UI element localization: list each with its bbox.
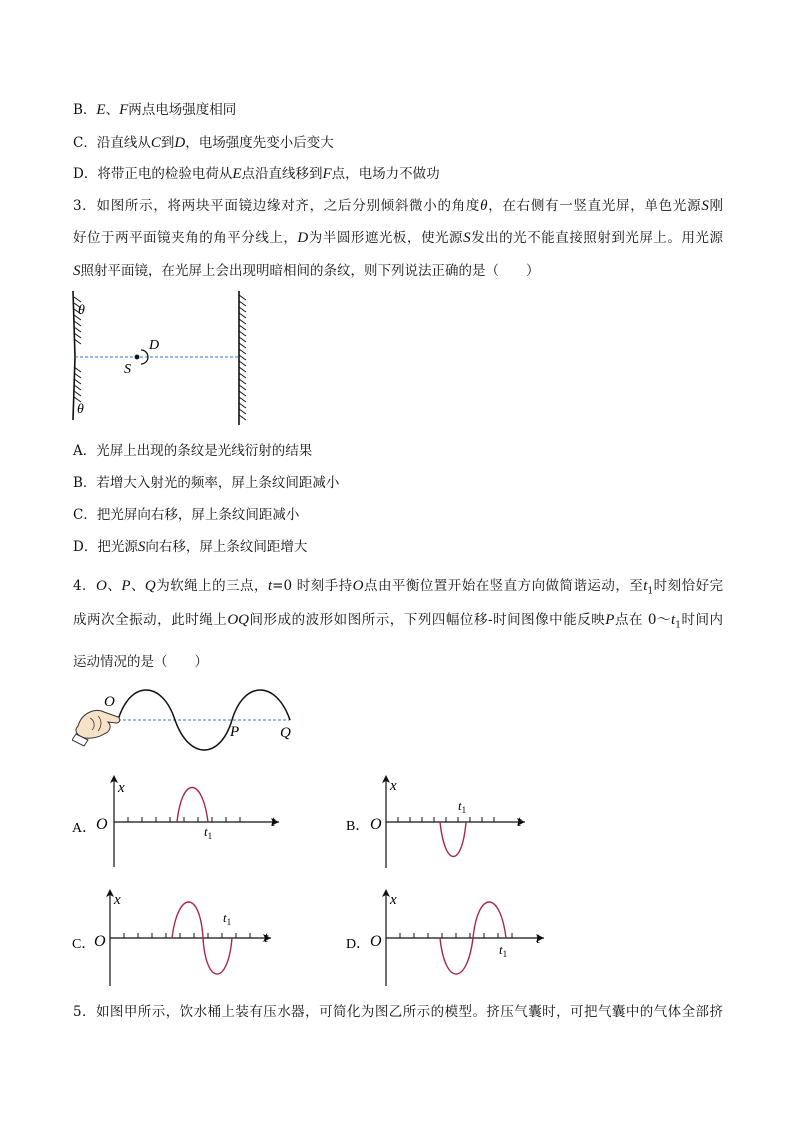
graph-b-x-label: x: [390, 778, 397, 794]
graph-a-ticks: [128, 817, 240, 822]
graph-b-curve: [440, 822, 466, 857]
graph-b-t-label: t: [517, 814, 522, 830]
q5-stem-line-1: 5．如图甲所示，饮水桶上装有压水器，可简化为图乙所示的模型。挤压气囊时，可把气囊中的气体全部挤: [73, 1004, 723, 1020]
wave-p-label: P: [230, 724, 240, 740]
graph-c-x-label: x: [114, 892, 121, 908]
light-source-dot: [135, 355, 140, 360]
q2-option-b: B．E、F两点电场强度相同: [73, 102, 237, 118]
wave-q-label: Q: [280, 725, 291, 741]
graph-c: [72, 886, 302, 990]
hand-icon: [72, 711, 120, 746]
graph-a-o-label: O: [96, 816, 108, 833]
graph-d-x-label: x: [390, 892, 397, 908]
graph-a-label: A．: [72, 821, 97, 836]
q4-stem-line-3: 运动情况的是（ ）: [73, 654, 208, 670]
graph-c-o-label: O: [94, 933, 106, 950]
graph-a-t1-label: $t_1$: [204, 824, 213, 841]
graph-c-t-label: t: [264, 930, 269, 946]
q2-option-d: D．将带正电的检验电荷从E点沿直线移到F点，电场力不做功: [73, 166, 440, 182]
q4-rope-wave-figure: [72, 676, 302, 756]
theta-bottom-label: θ: [77, 402, 84, 417]
graph-a-x-label: x: [118, 780, 125, 796]
q3-option-c: C．把光屏向右移，屏上条纹间距减小: [73, 507, 300, 523]
graph-b-o-label: O: [370, 816, 382, 833]
q3-mirror-figure: [60, 285, 260, 435]
graph-b-ticks: [398, 817, 494, 822]
q3-option-a: A．光屏上出现的条纹是光线衍射的结果: [73, 443, 313, 459]
graph-c-label: C．: [72, 937, 96, 952]
graph-d-label: D．: [346, 937, 371, 952]
graph-c-t1-label: $t_1$: [223, 910, 232, 927]
theta-top-label: θ: [78, 303, 85, 318]
graph-b-t1-label: $t_1$: [458, 798, 467, 815]
lower-mirror: [73, 357, 75, 420]
graph-a-t-label: t: [271, 814, 276, 830]
graph-b-label: B．: [346, 819, 370, 834]
graph-a-curve: [177, 788, 208, 823]
graph-c-ticks: [124, 933, 250, 938]
graph-d: [346, 886, 566, 990]
screen-hatch: [239, 295, 246, 420]
q4-stem-line-1: 4．O、P、Q为软绳上的三点，t=0 时刻手持O点由平衡位置开始在竖直方向做简谐运动，至$t_1$时刻恰好完: [73, 578, 724, 597]
q3-stem-line-3: S照射平面镜，在光屏上会出现明暗相间的条纹，则下列说法正确的是（ ）: [73, 263, 540, 279]
q4-stem-line-2: 成两次全振动，此时绳上OQ间形成的波形如图所示，下列四幅位移-时间图像中能反映P点在 $0\sim t_1$时间内: [73, 612, 724, 631]
graph-d-ticks: [400, 933, 512, 938]
graph-a: [72, 772, 302, 872]
q3-stem-line-2: 好位于两平面镜夹角的角平分线上，D为半圆形遮光板，使光源S发出的光不能直接照射到光屏上。用光源: [73, 230, 724, 246]
graph-d-t1-label: $t_1$: [499, 942, 508, 959]
graph-d-t-label: t: [536, 931, 541, 947]
d-label: D: [149, 338, 160, 353]
q3-stem-line-1: 3．如图所示，将两块平面镜边缘对齐，之后分别倾斜微小的角度θ，在右侧有一竖直光屏，单色光源S刚: [73, 198, 724, 214]
graph-d-o-label: O: [370, 933, 382, 950]
q3-option-b: B．若增大入射光的频率，屏上条纹间距减小: [73, 475, 340, 491]
wave-o-label: O: [104, 694, 115, 710]
upper-mirror: [73, 291, 75, 357]
s-label: S: [124, 362, 131, 377]
q2-option-c: C．沿直线从C到D，电场强度先变小后变大: [73, 135, 334, 151]
q3-option-d: D．把光源S向右移，屏上条纹间距增大: [73, 539, 308, 555]
graph-b: [346, 772, 566, 872]
